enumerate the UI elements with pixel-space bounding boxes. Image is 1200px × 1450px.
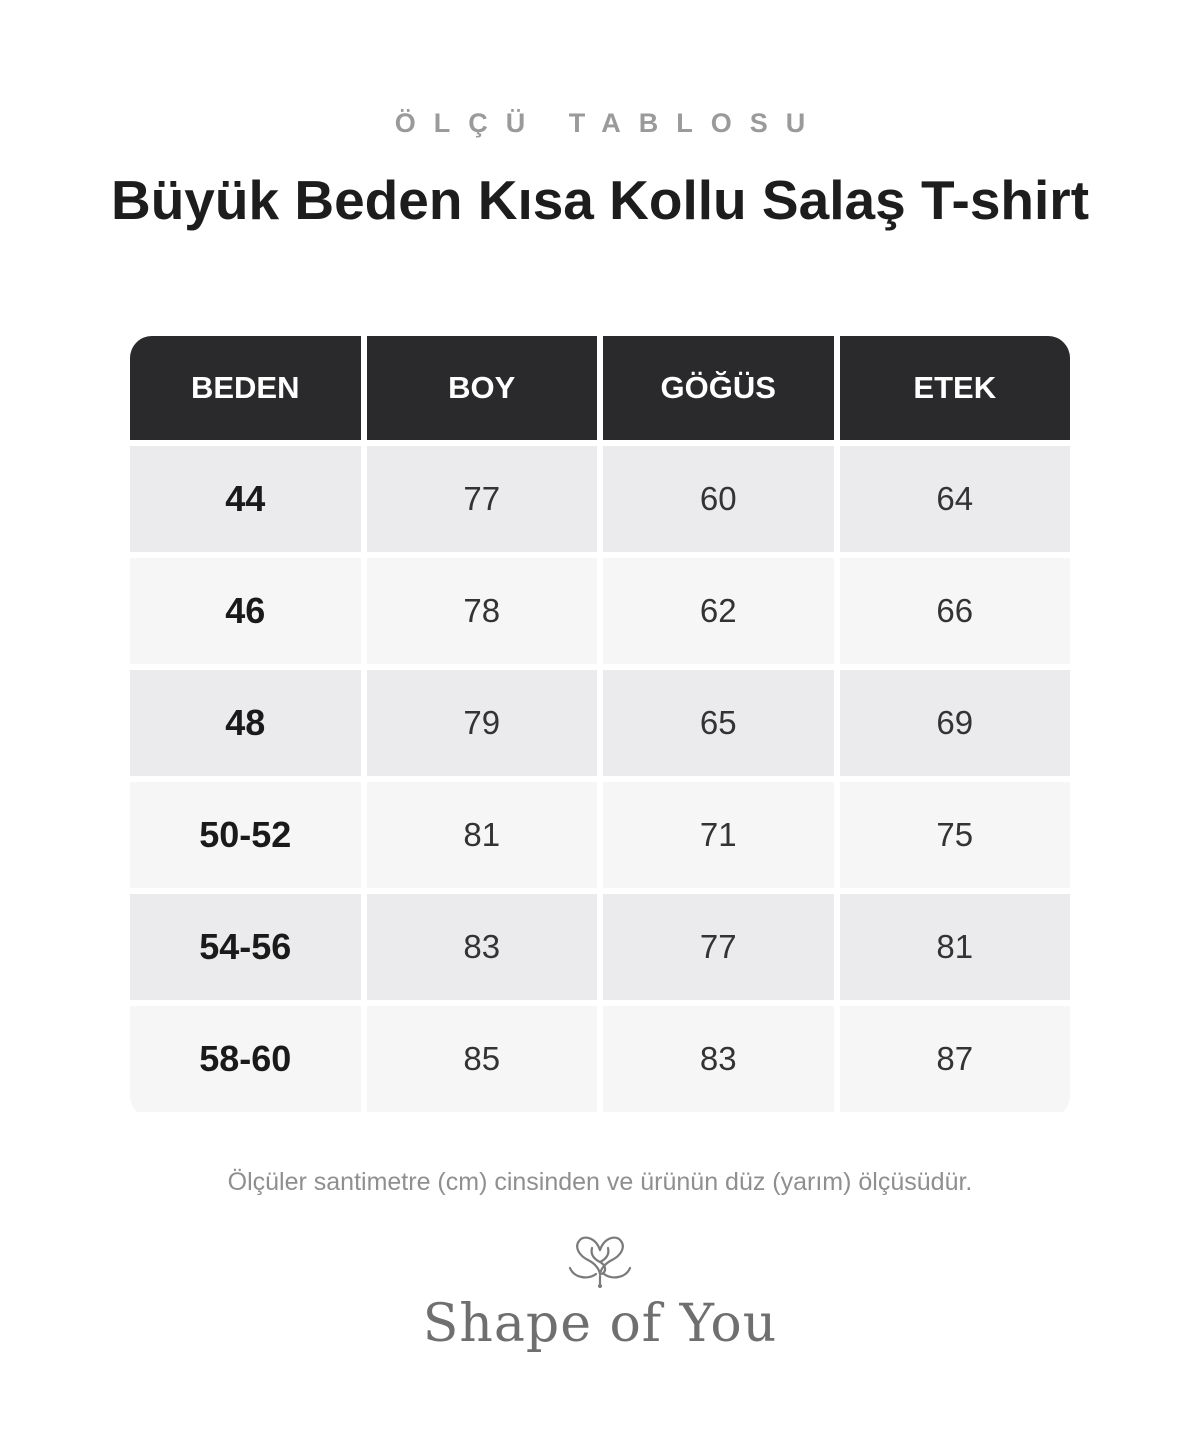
gogus-cell: 77: [603, 894, 840, 1006]
table-row: [130, 558, 1070, 670]
etek-cell: 69: [840, 670, 1071, 782]
boy-cell: 77: [367, 446, 604, 558]
gogus-cell: 83: [603, 1006, 840, 1112]
table-row: [130, 1006, 1070, 1118]
size-cell: 58-60: [130, 1006, 367, 1112]
etek-cell: 75: [840, 782, 1071, 894]
brand-logo-text: Shape of You: [422, 1294, 778, 1354]
etek-cell: 66: [840, 558, 1071, 670]
size-table: [130, 336, 1070, 1118]
size-cell: 54-56: [130, 894, 367, 1006]
size-cell: 48: [130, 670, 367, 782]
etek-cell: 81: [840, 894, 1071, 1006]
table-row: [130, 894, 1070, 1006]
boy-cell: 85: [367, 1006, 604, 1112]
boy-cell: 78: [367, 558, 604, 670]
page-title: Büyük Beden Kısa Kollu Salaş T-shirt: [110, 169, 1090, 231]
table-row: [130, 670, 1070, 782]
boy-cell: 81: [367, 782, 604, 894]
gogus-cell: 65: [603, 670, 840, 782]
heart-monogram-icon: [566, 1228, 634, 1290]
gogus-cell: 62: [603, 558, 840, 670]
size-cell: 46: [130, 558, 367, 670]
table-row: [130, 446, 1070, 558]
boy-cell: 79: [367, 670, 604, 782]
measurement-note: Ölçüler santimetre (cm) cinsinden ve ürünün düz (yarım) ölçüsüdür.: [227, 1168, 973, 1196]
etek-cell: 87: [840, 1006, 1071, 1112]
column-header-gogus: GÖĞÜS: [603, 336, 840, 446]
size-cell: 44: [130, 446, 367, 558]
boy-cell: 83: [367, 894, 604, 1006]
column-header-beden: BEDEN: [130, 336, 367, 446]
size-cell: 50-52: [130, 782, 367, 894]
etek-cell: 64: [840, 446, 1071, 558]
column-header-etek: ETEK: [840, 336, 1071, 446]
column-header-boy: BOY: [367, 336, 604, 446]
gogus-cell: 60: [603, 446, 840, 558]
table-row: [130, 782, 1070, 894]
gogus-cell: 71: [603, 782, 840, 894]
eyebrow-label: ÖLÇÜ TABLOSU: [394, 108, 824, 138]
table-header-row: [130, 336, 1070, 446]
